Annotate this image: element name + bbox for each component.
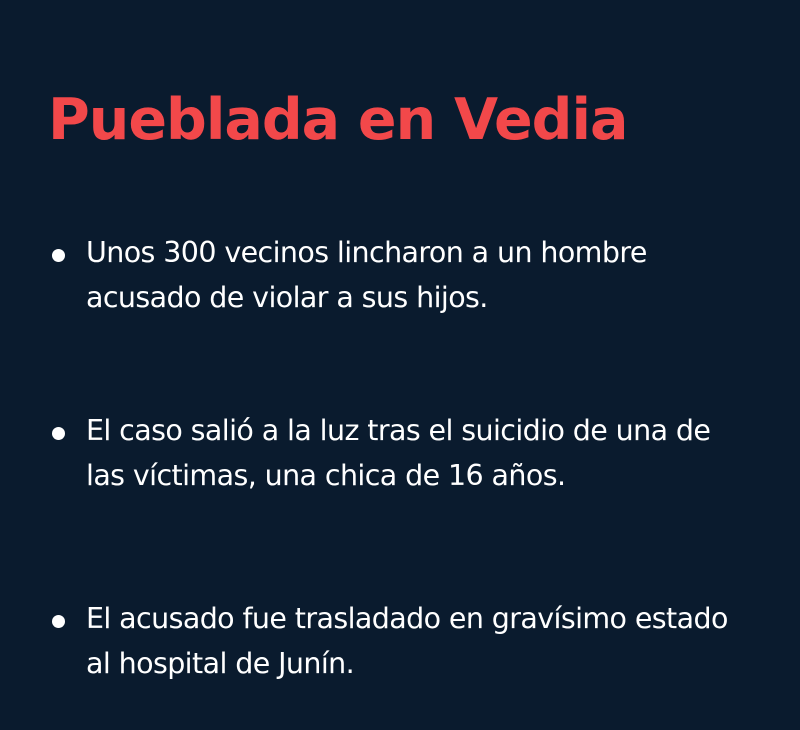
bullet-item — [52, 230, 752, 320]
bullet-text: Unos 300 vecinos lincharon a un hombre acusado de violar a sus hijos. — [86, 236, 647, 314]
bullet-dot-icon — [52, 427, 65, 440]
bullet-text: El caso salió a la luz tras el suicidio de una de las víctimas, una chica de 16 años. — [86, 414, 711, 492]
bullet-item — [52, 596, 752, 686]
slide-title: Pueblada en Vedia — [48, 87, 628, 153]
bullet-text: El acusado fue trasladado en gravísimo estado al hospital de Junín. — [86, 602, 728, 680]
bullet-dot-icon — [52, 249, 65, 262]
bullet-item — [52, 408, 752, 498]
bullet-dot-icon — [52, 615, 65, 628]
